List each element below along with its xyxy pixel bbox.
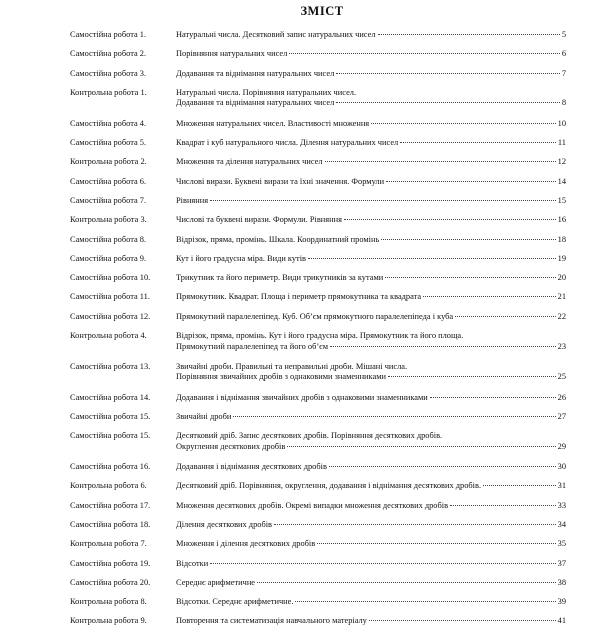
toc-entry-label: Контрольна робота 4. (70, 331, 147, 340)
toc-entry-label: Самостійна робота 5. (70, 138, 147, 147)
toc-entry-page: 6 (561, 49, 566, 59)
toc-entry (70, 49, 566, 60)
toc-entry (70, 30, 566, 41)
toc-entry-title: Додавання і віднімання десяткових дробів (176, 462, 327, 471)
toc-entry-page: 5 (561, 30, 566, 39)
toc-entry-text (176, 616, 566, 627)
toc-entry-label: Самостійна робота 6. (70, 176, 147, 186)
toc-entry-label: Контрольна робота 3. (70, 215, 147, 225)
toc-entry-title: Натуральні числа. Порівняння натуральних чисел. (176, 87, 357, 97)
toc-entry-title: Порівняння звичайних дробів з однаковими знаменниками (176, 372, 386, 382)
toc-entry-label: Самостійна робота 2. (70, 49, 147, 59)
toc-entry-page: 34 (557, 519, 566, 529)
toc-entry-page: 41 (557, 616, 566, 626)
toc-entry-text (176, 157, 566, 168)
toc-entry-title: Прямокутний паралелепіпед та його об’єм (176, 341, 329, 351)
dot-leader (455, 315, 555, 317)
toc-entry (70, 481, 566, 492)
dot-leader (369, 619, 556, 621)
dot-leader (388, 375, 556, 377)
toc-entry (70, 215, 566, 226)
dot-leader (329, 465, 556, 467)
toc-entry-text (176, 331, 566, 352)
dot-leader (450, 504, 556, 506)
toc-entry-label: Самостійна робота 19. (70, 558, 151, 568)
toc-entry-title: Додавання та віднімання натуральних чисел (176, 68, 335, 78)
toc-entry (70, 393, 566, 404)
toc-entry-title: Трикутник та його периметр. Види трикутників за кутами (176, 273, 384, 283)
toc-entry-page: 10 (557, 118, 566, 128)
toc-entry-text (176, 462, 566, 473)
toc-entry (70, 138, 566, 149)
toc-entry-title: Множення та ділення натуральних чисел (176, 157, 323, 167)
toc-entry-label: Самостійна робота 18. (70, 519, 151, 529)
toc-entry-title: Рівняння (176, 195, 209, 205)
dot-leader (336, 101, 560, 103)
dot-leader (289, 52, 560, 54)
toc-entry-text (176, 30, 566, 41)
toc-entry-label: Контрольна робота 7. (70, 539, 147, 549)
toc-entry-title: Множення десяткових дробів. Окремі випадки множення десяткових дробів (176, 500, 449, 510)
toc-entry-title: Десятковий дріб. Запис десяткових дробів. Порівняння десяткових дробів. (176, 431, 443, 441)
toc-entry-page: 33 (557, 500, 566, 510)
toc-entry-title: Додавання і віднімання звичайних дробів з однаковими знаменниками (176, 392, 428, 402)
toc-entry-label: Самостійна робота 17. (70, 500, 151, 510)
toc-entry-title: Додавання та віднімання натуральних чисел (176, 98, 335, 108)
dot-leader (483, 484, 556, 486)
toc-entry (70, 539, 566, 550)
toc-entry (70, 196, 566, 207)
toc-entry-page: 25 (557, 372, 566, 382)
toc-entry-text (176, 254, 566, 265)
toc-entry-page: 11 (557, 138, 566, 147)
dot-leader (330, 345, 556, 347)
toc-entry-page: 22 (557, 311, 566, 321)
toc-entry-text (176, 412, 566, 423)
toc-entry-text (176, 49, 566, 60)
toc-entry-title: Середнє арифметичне (176, 577, 256, 587)
dot-leader (233, 415, 555, 417)
toc-entry-title: Кут і його градусна міра. Види кутів (176, 253, 306, 263)
toc-entry-text (176, 393, 566, 404)
toc-entry-label: Контрольна робота 1. (70, 87, 147, 97)
toc-entry-label: Контрольна робота 2. (70, 157, 147, 167)
toc-entry-page: 21 (557, 292, 566, 302)
toc-entry-text (176, 431, 566, 452)
toc-entry (70, 362, 566, 383)
toc-entry (70, 157, 566, 168)
toc-entry (70, 312, 566, 323)
toc-entry-label: Контрольна робота 6. (70, 481, 147, 491)
toc-entry (70, 254, 566, 265)
toc-entry-text (176, 520, 566, 531)
toc-entry (70, 431, 566, 452)
toc-entry-page: 20 (557, 273, 566, 283)
dot-leader (344, 218, 556, 220)
dot-leader (295, 600, 555, 602)
toc-entry-text (176, 177, 566, 188)
dot-leader (381, 238, 555, 240)
toc-entry-label: Самостійна робота 7. (70, 195, 147, 205)
toc-entry-title: Ділення десяткових дробів (176, 519, 272, 529)
toc-entry-label: Контрольна робота 9. (70, 616, 147, 626)
toc-entry (70, 616, 566, 627)
dot-leader (308, 257, 556, 259)
toc-entry-label: Самостійна робота 8. (70, 234, 147, 244)
toc-entry (70, 69, 566, 80)
dot-leader (385, 276, 555, 278)
toc-entry-text (176, 481, 566, 492)
dot-leader (325, 160, 556, 162)
toc-entry-page: 7 (561, 68, 566, 78)
toc-entry-page: 27 (557, 411, 566, 421)
toc-entry (70, 520, 566, 531)
toc-entry-page: 38 (557, 577, 566, 587)
toc-entry (70, 578, 566, 589)
toc-entry (70, 412, 566, 423)
toc-entry-page: 39 (557, 597, 566, 607)
toc-entry-title: Відсотки (176, 558, 209, 568)
toc-entry-label: Контрольна робота 8. (70, 597, 147, 607)
toc-entry (70, 559, 566, 570)
toc-entry-page: 14 (557, 176, 566, 186)
toc-entry-text (176, 273, 566, 284)
toc-entry-label: Самостійна робота 10. (70, 273, 151, 283)
toc-entry-label: Самостійна робота 15. (70, 431, 151, 441)
toc-entry-title: Квадрат і куб натурального числа. Ділення натуральних чисел (176, 138, 399, 147)
toc-entry-text (176, 597, 566, 608)
toc-entry-page: 37 (557, 558, 566, 568)
dot-leader (378, 33, 560, 35)
toc-entry-title: Відрізок, пряма, промінь. Кут і його градусна міра. Прямокутник та його площа. (176, 331, 464, 340)
dot-leader (257, 581, 556, 583)
toc-entry-title: Натуральні числа. Десятковий запис натуральних чисел (176, 30, 376, 39)
toc-entry-text (176, 578, 566, 589)
toc-entry-label: Самостійна робота 14. (70, 392, 151, 402)
toc-entry (70, 177, 566, 188)
toc-entry-title: Прямокутник. Квадрат. Площа і периметр прямокутника та квадрата (176, 292, 422, 302)
toc-entry-text (176, 362, 566, 383)
dot-leader (386, 180, 556, 182)
toc-entry-page: 35 (557, 539, 566, 549)
toc-entry-page: 31 (557, 481, 566, 491)
toc-entry (70, 597, 566, 608)
toc-entry-label: Самостійна робота 11. (70, 292, 150, 302)
toc-entry (70, 292, 566, 303)
dot-leader (274, 523, 556, 525)
toc-entry-page: 30 (557, 462, 566, 471)
toc-entry-label: Самостійна робота 4. (70, 118, 147, 128)
toc-entry-text (176, 559, 566, 570)
toc-entry-text (176, 88, 566, 109)
dot-leader (430, 396, 556, 398)
toc-entry-text (176, 312, 566, 323)
toc-entry-label: Самостійна робота 15. (70, 411, 151, 421)
toc-entry-text (176, 292, 566, 303)
toc-entry-title: Числові вирази. Буквені вирази та їхні значення. Формули (176, 176, 385, 186)
toc-entry-page: 15 (557, 195, 566, 205)
toc-entry-text (176, 69, 566, 80)
toc-entry-label: Самостійна робота 3. (70, 68, 147, 78)
toc-entry (70, 88, 566, 109)
dot-leader (317, 542, 555, 544)
toc-entry-text (176, 235, 566, 246)
toc-entry-title: Відрізок, пряма, промінь. Шкала. Координатний промінь (176, 234, 380, 244)
toc-entry-label: Самостійна робота 12. (70, 311, 151, 321)
toc-entry-title: Звичайні дроби. Правильні та неправильні дроби. Мішані числа. (176, 361, 408, 371)
dot-leader (371, 122, 555, 124)
toc-entry-title: Числові та буквені вирази. Формули. Рівняння (176, 215, 342, 225)
dot-leader (400, 141, 556, 143)
toc-entry-label: Самостійна робота 13. (70, 361, 151, 371)
toc-entry-page: 8 (561, 98, 566, 108)
toc-entry (70, 273, 566, 284)
dot-leader (210, 199, 556, 201)
toc-entry-title: Множення натуральних чисел. Властивості множення (176, 118, 370, 128)
toc-entry-label: Самостійна робота 16. (70, 462, 151, 471)
toc-entry-page: 16 (557, 215, 566, 225)
toc-entry-text (176, 539, 566, 550)
toc-entry-page: 12 (557, 157, 566, 167)
toc-entry (70, 462, 566, 473)
toc-entry-title: Звичайні дроби (176, 411, 232, 421)
toc-entry-title: Десятковий дріб. Порівняння, округлення, додавання і віднімання десяткових дробів. (176, 481, 482, 491)
toc-entry-text (176, 501, 566, 512)
toc-entry-text (176, 196, 566, 207)
toc-entry-page: 29 (557, 441, 566, 451)
dot-leader (210, 562, 555, 564)
dot-leader (287, 445, 555, 447)
toc-entry-page: 18 (557, 234, 566, 244)
toc-entry-page: 23 (557, 341, 566, 351)
toc-entry-page: 26 (557, 392, 566, 402)
toc-entry-page: 19 (557, 253, 566, 263)
toc-entry (70, 235, 566, 246)
toc-entry (70, 119, 566, 130)
dot-leader (423, 295, 556, 297)
toc-entry-label: Самостійна робота 9. (70, 253, 147, 263)
toc-entry-title: Округлення десяткових дробів (176, 441, 286, 451)
dot-leader (336, 72, 560, 74)
toc-entry-text (176, 119, 566, 130)
toc-entry-title: Множення і ділення десяткових дробів (176, 539, 316, 549)
toc-entry-label: Самостійна робота 20. (70, 577, 151, 587)
toc-entry-label: Самостійна робота 1. (70, 30, 147, 39)
toc-entry-text (176, 138, 566, 149)
toc-entry-title: Відсотки. Середнє арифметичне. (176, 597, 294, 607)
page-title: ЗМІСТ (300, 4, 344, 18)
toc-entry (70, 501, 566, 512)
toc-entry-title: Прямокутний паралелепіпед. Куб. Об’єм прямокутного паралелепіпеда і куба (176, 311, 454, 321)
toc-entry (70, 331, 566, 352)
toc-entry-title: Порівняння натуральних чисел (176, 49, 288, 59)
toc-entry-title: Повторення та систематизація навчального матеріалу (176, 616, 367, 626)
toc-entry-text (176, 215, 566, 226)
